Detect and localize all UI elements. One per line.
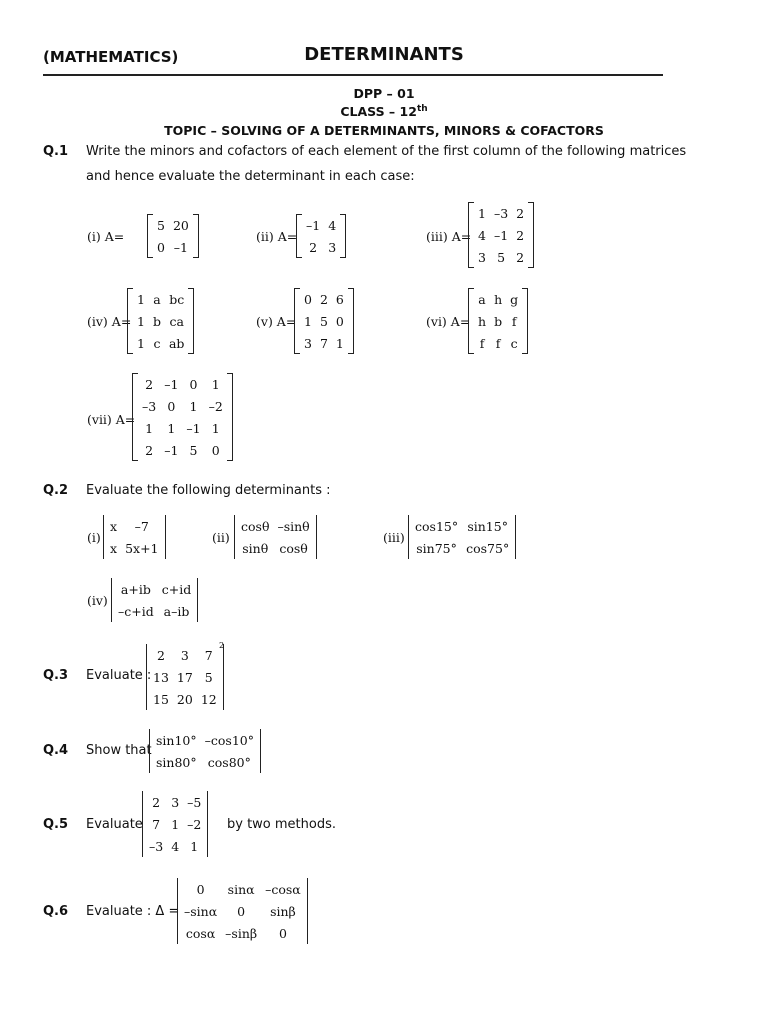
q2-det-i — [106, 515, 163, 559]
q2-det-ii-row — [237, 515, 314, 537]
q1-matrix-i-cell: 0 — [157, 239, 165, 255]
q1-matrix-vii-cell: 1 — [167, 420, 176, 436]
q1-matrix-vii-cell: 1 — [211, 420, 220, 436]
q1-matrix-iii-row — [474, 202, 528, 224]
q1-matrix-i-row — [153, 236, 193, 258]
header-divider — [43, 74, 663, 76]
q1-matrix-vii-row — [138, 395, 227, 417]
q2-det-iii-cell: sin15° — [467, 518, 508, 534]
q6-determinant — [180, 878, 305, 944]
q1-matrix-vii-cell: –3 — [142, 398, 157, 414]
q1-matrix-v-grid — [300, 288, 348, 354]
q1-matrix-iv-row — [133, 332, 188, 354]
q1-matrix-iii-cell: 1 — [478, 205, 486, 221]
q1-matrix-iii-right-bracket — [528, 202, 534, 268]
q6-determinant-cell: –sinβ — [225, 925, 258, 941]
q1-matrix-vi-row — [474, 332, 522, 354]
q1-matrix-v-row — [300, 310, 348, 332]
q1-matrix-iv-cell: c — [153, 335, 161, 351]
q1-matrix-i — [153, 214, 193, 258]
q6-determinant-cell: –cosα — [265, 881, 301, 897]
q1-m7-label: (vii) A= — [87, 412, 136, 427]
q3-determinant-left-bar — [146, 644, 147, 710]
q1-matrix-vii-cell: 1 — [189, 398, 198, 414]
q2-det-ii-cell: –sinθ — [277, 518, 310, 534]
q4-determinant-cell: –cos10° — [204, 732, 254, 748]
q1-m5-label: (v) A= — [256, 314, 297, 329]
q2-det-iv-cell: –c+id — [118, 603, 154, 619]
q1-matrix-vii-cell: 0 — [189, 376, 198, 392]
q5-determinant-row — [145, 791, 205, 813]
q1-matrix-v-cell: 3 — [304, 335, 312, 351]
q1-matrix-vii-row — [138, 417, 227, 439]
q1-matrix-iii-cell: 5 — [497, 249, 506, 265]
q1-matrix-ii-cell: –1 — [306, 217, 321, 233]
dpp-number: DPP – 01 — [353, 86, 415, 101]
q6-determinant-right-bar — [307, 878, 308, 944]
q6-determinant-cell: 0 — [278, 925, 287, 941]
q5-determinant — [145, 791, 205, 857]
q1-matrix-vii-row — [138, 373, 227, 395]
q1-matrix-vii-cell: 1 — [211, 376, 220, 392]
q2-det-i-cell: 5x+1 — [125, 540, 159, 556]
q2-det-ii-cell: sinθ — [242, 540, 269, 556]
q1-m1-label: (i) A= — [87, 229, 125, 244]
q1-matrix-iii-cell: –1 — [493, 227, 509, 243]
q1-matrix-iii-row — [474, 246, 528, 268]
q1-matrix-vi-cell: h — [478, 313, 487, 329]
q3-text: Evaluate : — [86, 668, 152, 683]
q2-det-i-left-bar — [103, 515, 104, 559]
q5-determinant-cell: 3 — [171, 794, 180, 810]
q1-matrix-vi-cell: f — [479, 335, 485, 351]
q1-matrix-vii — [138, 373, 227, 461]
q1-matrix-vii-cell: –1 — [186, 420, 201, 436]
q3-determinant-cell: 7 — [204, 647, 213, 663]
q3-power: 2 — [219, 641, 225, 650]
q2-number: Q.2 — [43, 483, 69, 498]
q2-det-iii-cell: cos75° — [466, 540, 510, 556]
q1-matrix-i-cell: –1 — [173, 239, 188, 255]
q1-matrix-iv-left-bracket — [127, 288, 133, 354]
q1-matrix-v-cell: 5 — [319, 313, 328, 329]
q1-line2: and hence evaluate the determinant in each case: — [86, 169, 415, 184]
q2-det-iii-grid — [411, 515, 513, 559]
q3-number: Q.3 — [43, 668, 69, 683]
q1-matrix-iv-cell: bc — [169, 291, 185, 307]
q1-matrix-iii-cell: 2 — [516, 205, 525, 221]
q5-determinant-cell: –3 — [149, 838, 164, 854]
q3-determinant-right-bar — [223, 644, 224, 710]
q5-number: Q.5 — [43, 817, 69, 832]
q3-determinant — [149, 644, 221, 710]
q1-matrix-iv-cell: ab — [168, 335, 185, 351]
q1-matrix-v-left-bracket — [294, 288, 300, 354]
q5-determinant-left-bar — [142, 791, 143, 857]
q1-m2-label: (ii) A= — [256, 229, 298, 244]
q1-matrix-vii-cell: 5 — [189, 442, 198, 458]
q1-matrix-vii-cell: –2 — [208, 398, 223, 414]
q2-det-iii-right-bar — [515, 515, 516, 559]
q2-det-iv-cell: c+id — [161, 581, 192, 597]
q1-matrix-vii-cell: –1 — [164, 442, 179, 458]
q1-matrix-vii-grid — [138, 373, 227, 461]
q1-matrix-iv-row — [133, 310, 188, 332]
q4-text: Show that — [86, 743, 152, 758]
q1-matrix-iii-cell: 4 — [478, 227, 486, 243]
q2-text: Evaluate the following determinants : — [86, 483, 331, 498]
q2-det-iv-cell: a–ib — [163, 603, 190, 619]
q6-determinant-cell: –sinα — [184, 903, 218, 919]
q1-matrix-vii-cell: 0 — [167, 398, 176, 414]
q3-determinant-cell: 2 — [156, 647, 165, 663]
q1-matrix-v-row — [300, 332, 348, 354]
q1-matrix-iv-cell: a — [153, 291, 161, 307]
q1-matrix-ii-cell: 4 — [328, 217, 337, 233]
class-superscript: th — [416, 104, 428, 114]
q1-matrix-vi-cell: g — [510, 291, 519, 307]
q1-matrix-vi-row — [474, 288, 522, 310]
q1-matrix-iii-cell: 2 — [516, 227, 525, 243]
q5-determinant-cell: 4 — [171, 838, 180, 854]
q1-matrix-iii-left-bracket — [468, 202, 474, 268]
q1-m4-label: (iv) A= — [87, 314, 132, 329]
q4-determinant-row — [152, 751, 258, 773]
q5-determinant-row — [145, 835, 205, 857]
q6-determinant-cell: 0 — [237, 903, 246, 919]
q5-determinant-cell: 1 — [190, 838, 199, 854]
q1-matrix-vii-right-bracket — [227, 373, 233, 461]
q2-det-iii-row — [411, 515, 513, 537]
q1-matrix-vii-cell: –1 — [164, 376, 179, 392]
q5-determinant-right-bar — [207, 791, 208, 857]
q1-matrix-v-cell: 2 — [319, 291, 328, 307]
q1-matrix-ii-row — [302, 236, 340, 258]
q2-d2-label: (ii) — [212, 530, 230, 545]
q4-determinant-right-bar — [260, 729, 261, 773]
q1-matrix-ii-cell: 3 — [328, 239, 337, 255]
q1-matrix-vii-cell: 2 — [145, 442, 154, 458]
q4-determinant-left-bar — [149, 729, 150, 773]
q3-determinant-grid — [149, 644, 221, 710]
q1-matrix-v-cell: 0 — [304, 291, 312, 307]
q1-matrix-vi — [474, 288, 522, 354]
q4-determinant-cell: cos80° — [207, 754, 251, 770]
q2-det-i-grid — [106, 515, 163, 559]
q1-matrix-vii-cell: 1 — [145, 420, 154, 436]
q6-determinant-row — [180, 922, 305, 944]
q2-det-ii-cell: cosθ — [241, 518, 270, 534]
q1-m6-label: (vi) A= — [426, 314, 471, 329]
q2-det-i-cell: x — [110, 518, 118, 534]
q1-matrix-iii-row — [474, 224, 528, 246]
q4-determinant — [152, 729, 258, 773]
q1-matrix-ii-grid — [302, 214, 340, 258]
q5-determinant-cell: –5 — [187, 794, 202, 810]
q2-det-iv-row — [114, 578, 195, 600]
q4-determinant-grid — [152, 729, 258, 773]
q1-matrix-iv-right-bracket — [188, 288, 194, 354]
q3-determinant-cell: 17 — [176, 669, 193, 685]
q1-matrix-v-cell: 7 — [319, 335, 328, 351]
q5-determinant-cell: –2 — [187, 816, 202, 832]
q3-determinant-cell: 3 — [180, 647, 189, 663]
q5-determinant-grid — [145, 791, 205, 857]
q2-d3-label: (iii) — [383, 530, 405, 545]
q1-matrix-ii-right-bracket — [340, 214, 346, 258]
q1-matrix-vi-left-bracket — [468, 288, 474, 354]
q1-matrix-ii-row — [302, 214, 340, 236]
q1-matrix-iv-cell: b — [152, 313, 161, 329]
q1-matrix-iv-grid — [133, 288, 188, 354]
q2-det-iii-cell: cos15° — [415, 518, 459, 534]
q3-determinant-row — [149, 666, 221, 688]
q5-determinant-cell: 7 — [152, 816, 161, 832]
q1-matrix-iii — [474, 202, 528, 268]
q1-matrix-iv-cell: 1 — [137, 335, 145, 351]
q2-det-iii-left-bar — [408, 515, 409, 559]
q1-matrix-i-row — [153, 214, 193, 236]
q2-det-ii-left-bar — [234, 515, 235, 559]
q1-matrix-i-cell: 20 — [172, 217, 189, 233]
q3-determinant-cell: 13 — [153, 669, 169, 685]
q2-det-i-right-bar — [165, 515, 166, 559]
q2-det-iii — [411, 515, 513, 559]
q6-determinant-cell: cosα — [185, 925, 216, 941]
q1-matrix-v — [300, 288, 348, 354]
q2-det-iii-row — [411, 537, 513, 559]
q4-determinant-cell: sin10° — [156, 732, 197, 748]
q1-number: Q.1 — [43, 144, 69, 159]
q1-matrix-iii-grid — [474, 202, 528, 268]
q6-number: Q.6 — [43, 904, 69, 919]
q3-determinant-cell: 5 — [204, 669, 213, 685]
q2-det-ii — [237, 515, 314, 559]
q3-determinant-row — [149, 644, 221, 666]
q1-matrix-v-cell: 0 — [335, 313, 344, 329]
q5-determinant-cell: 2 — [152, 794, 161, 810]
q2-det-i-cell: x — [110, 540, 118, 556]
q2-det-iv-row — [114, 600, 195, 622]
q2-det-i-row — [106, 537, 163, 559]
q2-det-iv-left-bar — [111, 578, 112, 622]
q1-matrix-ii-cell: 2 — [309, 239, 318, 255]
q3-determinant-cell: 15 — [153, 691, 169, 707]
class-text: CLASS – 12 — [340, 104, 417, 120]
page-title: DETERMINANTS — [304, 44, 464, 65]
q1-matrix-iv-cell: ca — [169, 313, 184, 329]
q1-matrix-iii-cell: 2 — [516, 249, 525, 265]
q1-matrix-vi-grid — [474, 288, 522, 354]
q1-matrix-iv — [133, 288, 188, 354]
q1-matrix-v-right-bracket — [348, 288, 354, 354]
q1-matrix-v-cell: 1 — [335, 335, 344, 351]
q2-det-iv — [114, 578, 195, 622]
q2-det-iv-cell: a+ib — [120, 581, 151, 597]
q1-line1: Write the minors and cofactors of each element of the first column of the following matrices — [86, 144, 687, 159]
q2-det-iv-grid — [114, 578, 195, 622]
q1-matrix-vi-cell: a — [478, 291, 486, 307]
q2-det-i-cell: –7 — [134, 518, 149, 534]
q6-determinant-cell: sinβ — [270, 903, 296, 919]
q6-text: Evaluate : Δ = — [86, 904, 180, 919]
q3-determinant-cell: 12 — [200, 691, 217, 707]
q2-det-iii-cell: sin75° — [416, 540, 457, 556]
q1-matrix-i-grid — [153, 214, 193, 258]
q1-matrix-i-right-bracket — [193, 214, 199, 258]
q1-matrix-vii-left-bracket — [132, 373, 138, 461]
q4-number: Q.4 — [43, 743, 69, 758]
q5-text: Evaluate — [86, 817, 143, 832]
q1-matrix-vi-cell: c — [510, 335, 518, 351]
q1-matrix-i-cell: 5 — [157, 217, 165, 233]
q1-matrix-vi-cell: b — [494, 313, 503, 329]
q1-matrix-v-cell: 6 — [335, 291, 344, 307]
q2-det-ii-row — [237, 537, 314, 559]
q2-d4-label: (iv) — [87, 593, 108, 608]
q1-matrix-iv-row — [133, 288, 188, 310]
q1-matrix-vi-cell: f — [511, 313, 517, 329]
q1-matrix-v-cell: 1 — [304, 313, 312, 329]
q1-matrix-vi-right-bracket — [522, 288, 528, 354]
q6-determinant-grid — [180, 878, 305, 944]
q5-determinant-row — [145, 813, 205, 835]
q6-determinant-cell: sinα — [227, 881, 255, 897]
q3-determinant-row — [149, 688, 221, 710]
q2-det-ii-grid — [237, 515, 314, 559]
q4-determinant-row — [152, 729, 258, 751]
q1-matrix-ii-left-bracket — [296, 214, 302, 258]
subject-label: (MATHEMATICS) — [43, 48, 179, 66]
topic-line: TOPIC – SOLVING OF A DETERMINANTS, MINORS & COFACTORS — [164, 123, 604, 138]
q1-matrix-ii — [302, 214, 340, 258]
q1-matrix-iii-cell: 3 — [478, 249, 486, 265]
q2-det-ii-right-bar — [316, 515, 317, 559]
q6-determinant-row — [180, 878, 305, 900]
q1-matrix-vi-row — [474, 310, 522, 332]
q5-suffix: by two methods. — [227, 817, 337, 832]
q6-determinant-left-bar — [177, 878, 178, 944]
q1-matrix-vi-cell: h — [494, 291, 503, 307]
q1-matrix-iv-cell: 1 — [137, 313, 145, 329]
q5-determinant-cell: 1 — [171, 816, 180, 832]
q1-m3-label: (iii) A= — [426, 229, 472, 244]
q1-matrix-vii-cell: 0 — [211, 442, 220, 458]
q1-matrix-i-left-bracket — [147, 214, 153, 258]
q6-determinant-cell: 0 — [196, 881, 205, 897]
q1-matrix-vi-cell: f — [495, 335, 501, 351]
q2-det-iv-right-bar — [197, 578, 198, 622]
q1-matrix-iv-cell: 1 — [137, 291, 145, 307]
q1-matrix-vii-cell: 2 — [145, 376, 154, 392]
q1-matrix-vii-row — [138, 439, 227, 461]
q2-d1-label: (i) — [87, 530, 101, 545]
q2-det-i-row — [106, 515, 163, 537]
q1-matrix-v-row — [300, 288, 348, 310]
q3-determinant-cell: 20 — [176, 691, 193, 707]
q1-matrix-iii-cell: –3 — [493, 205, 509, 221]
class-line — [0, 104, 768, 119]
q6-determinant-row — [180, 900, 305, 922]
q4-determinant-cell: sin80° — [156, 754, 197, 770]
q2-det-ii-cell: cosθ — [279, 540, 308, 556]
